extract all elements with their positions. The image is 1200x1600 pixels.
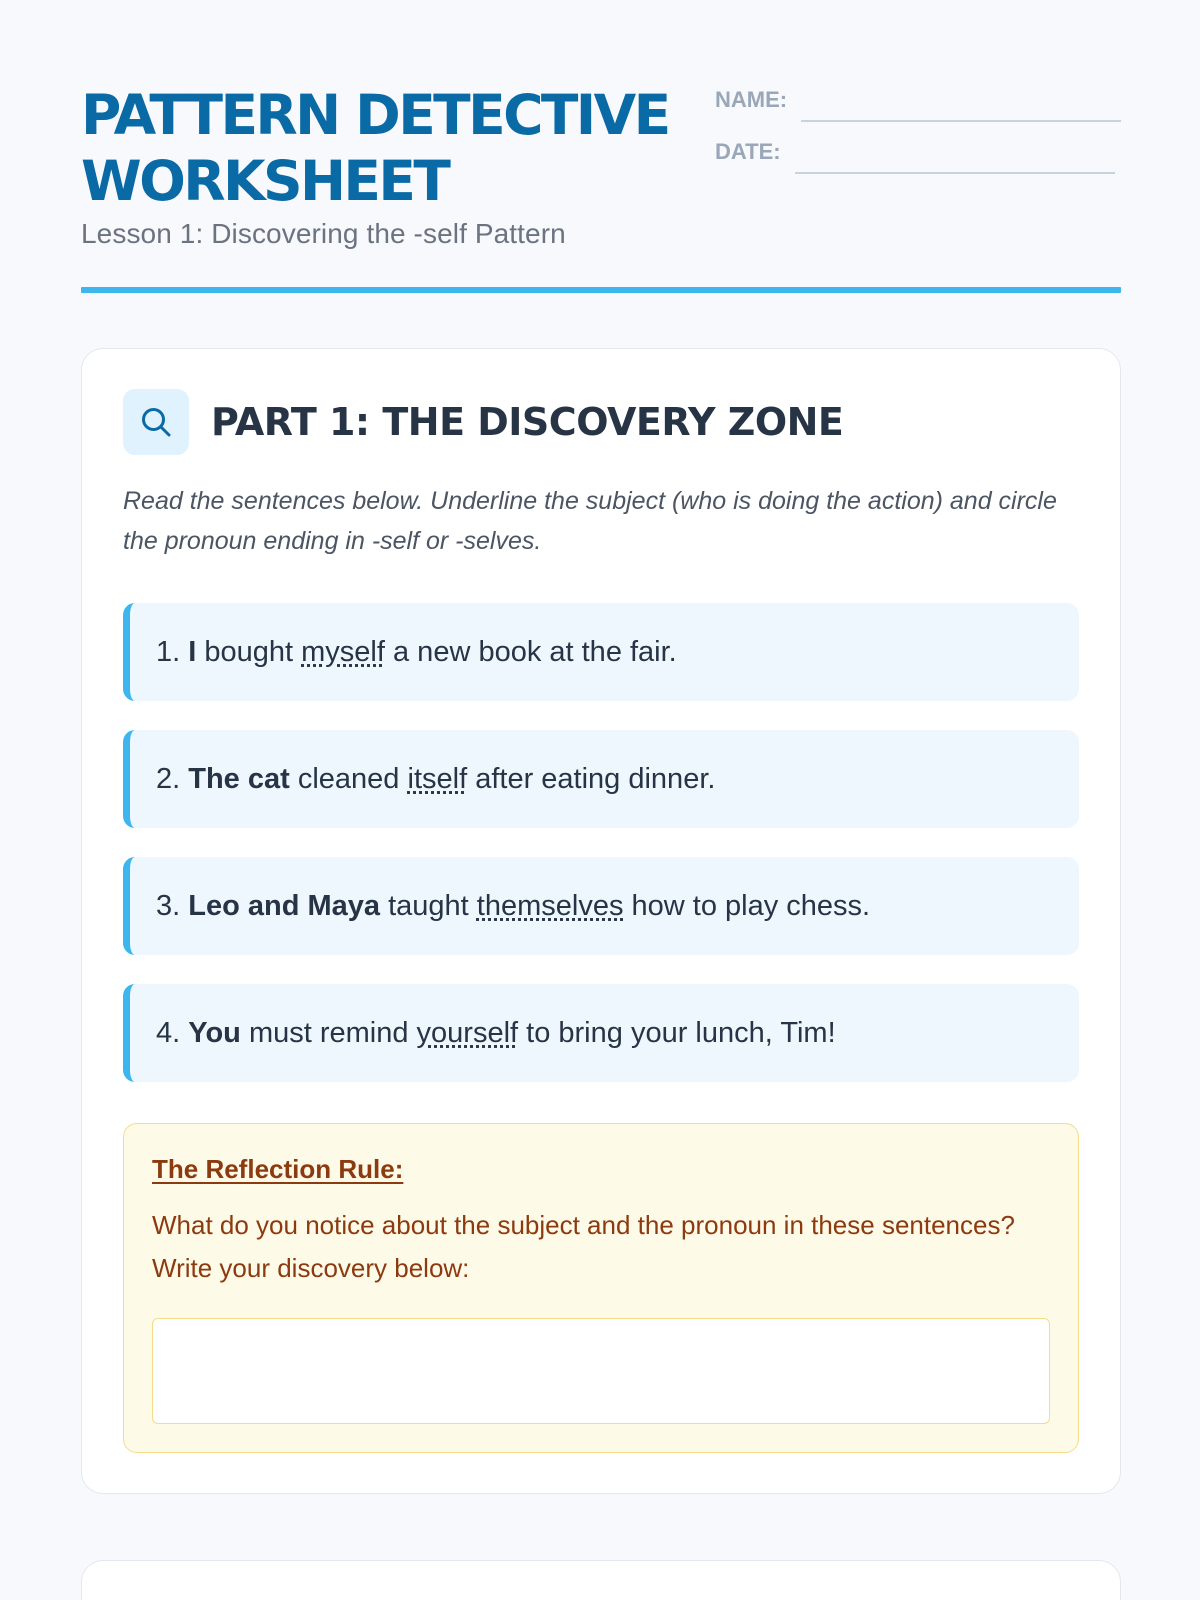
sentence-pronoun[interactable]: yourself xyxy=(416,1016,519,1049)
page-title xyxy=(81,82,721,214)
lesson-subtitle: Lesson 1: Discovering the -self Pattern xyxy=(81,218,566,249)
worksheet-header xyxy=(81,82,1121,294)
title-line-1: PATTERN DETECTIVE xyxy=(81,83,669,147)
sentence-subject[interactable]: Leo and Maya xyxy=(188,889,381,922)
sentence-item xyxy=(123,603,1079,701)
sentence-subject[interactable]: The cat xyxy=(188,762,290,795)
date-label: DATE: xyxy=(715,139,781,164)
name-field[interactable] xyxy=(715,88,1121,112)
part-1-heading xyxy=(123,389,843,455)
header-divider xyxy=(81,287,1121,293)
sentence-rest: how to play chess. xyxy=(631,889,871,922)
sentence-item xyxy=(123,984,1079,1082)
sentence-rest: to bring your lunch, Tim! xyxy=(526,1016,836,1049)
title-line-2: WORKSHEET xyxy=(81,149,449,213)
sentence-subject[interactable]: You xyxy=(188,1016,241,1049)
search-icon xyxy=(123,389,189,455)
sentence-pronoun[interactable]: themselves xyxy=(476,889,624,922)
sentence-number: 3. xyxy=(156,889,181,922)
sentence-verb: bought xyxy=(204,635,294,668)
sentence-rest: a new book at the fair. xyxy=(393,635,677,668)
reflection-rule-title: The Reflection Rule: xyxy=(152,1154,404,1184)
sentence-verb: must remind xyxy=(248,1016,409,1049)
sentence-item xyxy=(123,857,1079,955)
instructions-text: Read the sentences below. Underline the subject (who is doing the action) and circle the pronoun ending in -self or -selves. xyxy=(123,487,1057,555)
sentence-item xyxy=(123,730,1079,828)
sentence-pronoun[interactable]: itself xyxy=(407,762,468,795)
reflection-rule-box xyxy=(123,1123,1079,1453)
sentence-pronoun[interactable]: myself xyxy=(301,635,385,668)
sentence-number: 1. xyxy=(156,635,181,668)
name-write-line[interactable] xyxy=(801,120,1121,122)
sentence-list xyxy=(123,603,1079,1111)
sentence-verb: taught xyxy=(388,889,469,922)
reflection-rule-prompt: What do you notice about the subject and the pronoun in these sentences? Write your discovery below: xyxy=(152,1210,1015,1283)
sentence-number: 4. xyxy=(156,1016,181,1049)
sentence-rest: after eating dinner. xyxy=(475,762,716,795)
sentence-subject[interactable]: I xyxy=(188,635,197,668)
part-1-card xyxy=(81,348,1121,1494)
part-1-title: PART 1: THE DISCOVERY ZONE xyxy=(211,400,844,444)
date-write-line[interactable] xyxy=(795,172,1115,174)
sentence-number: 2. xyxy=(156,762,181,795)
date-field[interactable] xyxy=(715,140,1115,164)
part-2-card xyxy=(81,1560,1121,1600)
sentence-verb: cleaned xyxy=(297,762,400,795)
name-label: NAME: xyxy=(715,87,788,112)
discovery-answer-input[interactable] xyxy=(152,1318,1050,1424)
